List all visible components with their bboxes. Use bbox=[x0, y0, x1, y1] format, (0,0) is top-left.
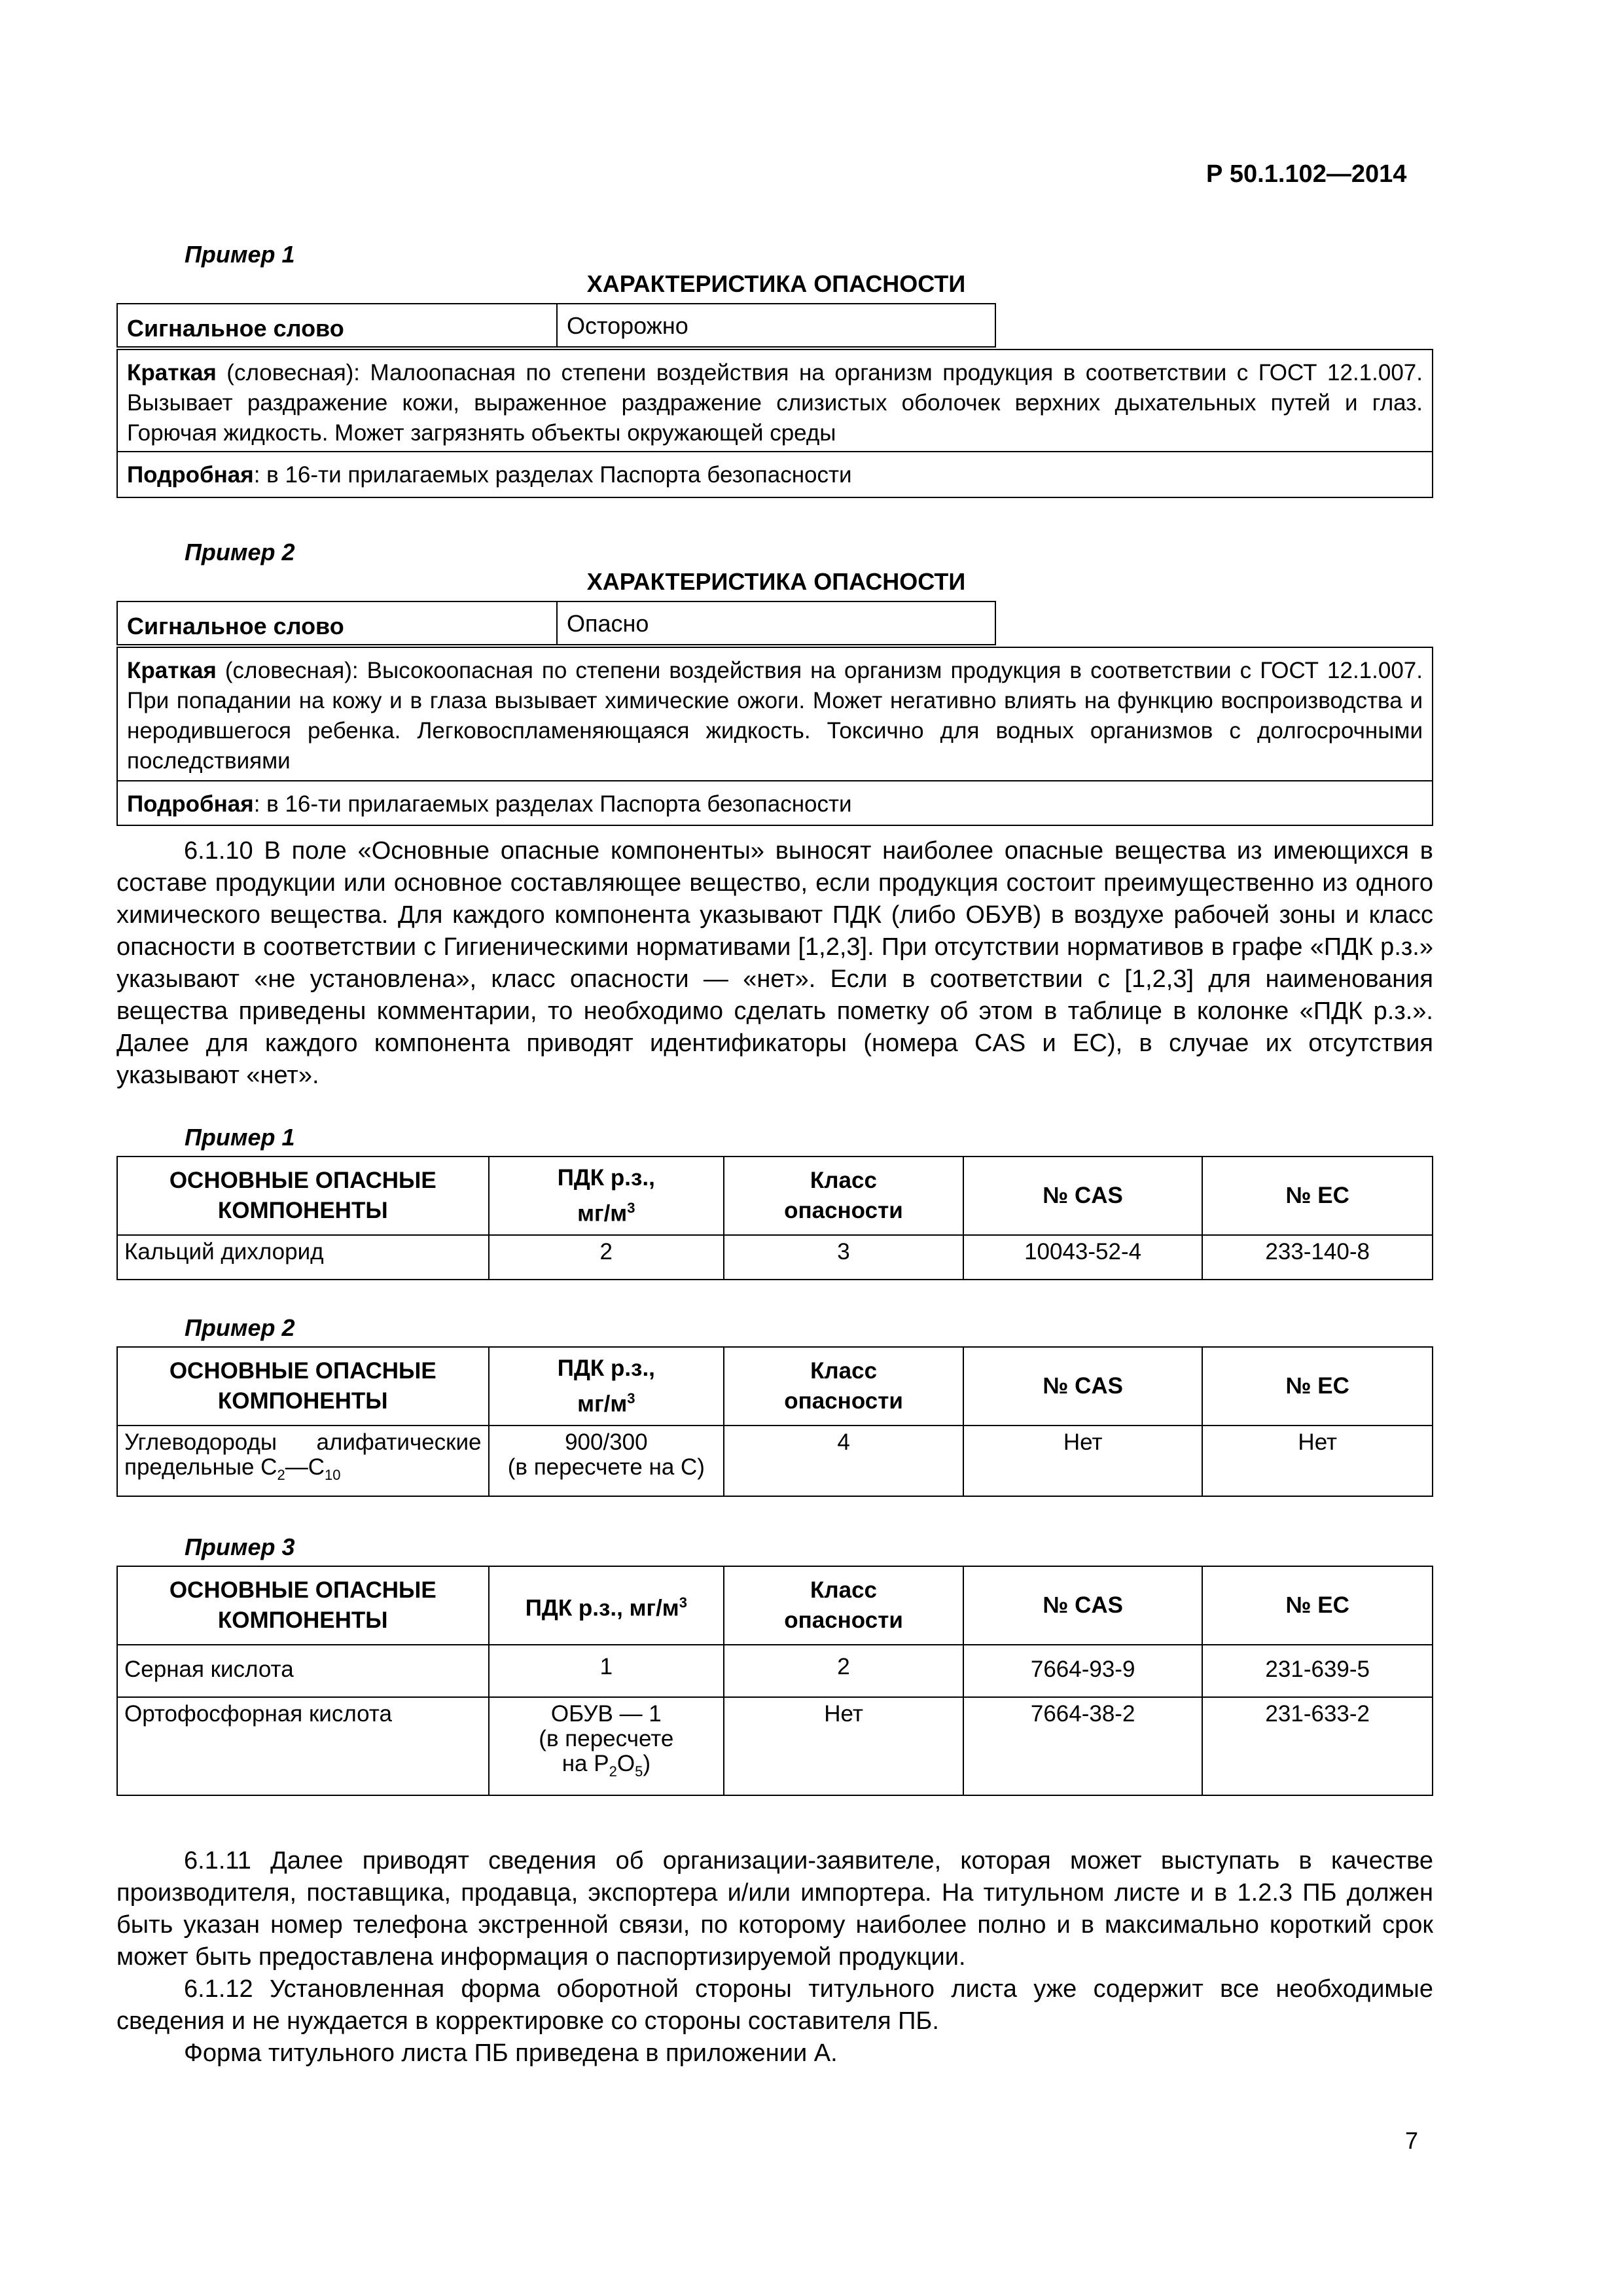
paragraph-6-1-12: 6.1.12 Установленная форма оборотной стороны титульного листа уже содержит все необходимые сведения и не нуждается в корректировке со стороны составителя ПБ. bbox=[116, 1975, 1433, 2035]
table-row bbox=[117, 1697, 1433, 1795]
detailed-label: Подробная bbox=[127, 791, 254, 817]
header-components: ОСНОВНЫЕ ОПАСНЫЕ КОМПОНЕНТЫ bbox=[117, 1157, 489, 1235]
header-ec: № EC bbox=[1202, 1347, 1433, 1426]
header-hazard-class: Класс опасности bbox=[724, 1157, 963, 1235]
hazard-example-1-signal-row bbox=[116, 303, 996, 348]
components-table-1 bbox=[116, 1156, 1433, 1280]
cell-class: Нет bbox=[724, 1697, 963, 1795]
signal-word-value: Осторожно bbox=[567, 312, 688, 339]
cell-cas: 10043-52-4 bbox=[963, 1235, 1203, 1280]
cell-ec: 231-633-2 bbox=[1202, 1697, 1433, 1795]
hazard-example-2-title: ХАРАКТЕРИСТИКА ОПАСНОСТИ bbox=[586, 568, 966, 595]
table-row bbox=[117, 1426, 1433, 1496]
signal-word-label: Сигнальное слово bbox=[118, 602, 558, 644]
hazard-example-2-brief bbox=[116, 647, 1433, 781]
cell-ec: 231-639-5 bbox=[1202, 1645, 1433, 1697]
page-number: 7 bbox=[1405, 2127, 1419, 2154]
cell-class: 2 bbox=[724, 1645, 963, 1697]
cell-class: 4 bbox=[724, 1426, 963, 1496]
cell-component: Кальций дихлорид bbox=[117, 1235, 489, 1280]
components-example-1-label: Пример 1 bbox=[185, 1124, 295, 1151]
header-hazard-class: Класс опасности bbox=[724, 1347, 963, 1426]
hazard-example-2-label: Пример 2 bbox=[185, 539, 295, 565]
header-components: ОСНОВНЫЕ ОПАСНЫЕ КОМПОНЕНТЫ bbox=[117, 1347, 489, 1426]
hazard-example-2-detailed bbox=[116, 780, 1433, 826]
cell-class: 3 bbox=[724, 1235, 963, 1280]
brief-label: Краткая bbox=[127, 360, 217, 386]
hazard-example-2-signal-row bbox=[116, 601, 996, 645]
hazard-example-1-detailed bbox=[116, 451, 1433, 498]
signal-word-label: Сигнальное слово bbox=[118, 304, 558, 346]
cell-mac: ОБУВ — 1 (в пересчете на $P_2O_5$) bbox=[489, 1697, 724, 1795]
components-table-3 bbox=[116, 1566, 1433, 1796]
header-cas: № CAS bbox=[963, 1347, 1203, 1426]
cell-cas: 7664-38-2 bbox=[963, 1697, 1203, 1795]
hazard-example-1-label: Пример 1 bbox=[185, 241, 295, 268]
header-ec: № EC bbox=[1202, 1157, 1433, 1235]
components-example-2-label: Пример 2 bbox=[185, 1314, 295, 1341]
paragraph-6-1-10 bbox=[116, 835, 1433, 1092]
paragraph-form-reference: Форма титульного листа ПБ приведена в приложении А. bbox=[184, 2039, 838, 2067]
paragraph-6-1-11: 6.1.11 Далее приводят сведения об организации-заявителе, которая может выступать в качестве производителя, поставщика, продавца, экспортера и/или импортера. На титульном листе и в 1.2.3 ПБ должен быть указан номер телефона экстренной связи, по которому наиболее полно и в максимально короткий срок может быть предоставлена информация о паспортизируемой продукции. bbox=[116, 1847, 1433, 1971]
brief-text: (словесная): Малоопасная по степени воздействия на организм продукция в соответствии с ГОСТ 12.1.007. Вызывает раздражение кожи, выраженное раздражение слизистых оболочек верхних дыхательных путей и глаз. Горючая жидкость. Может загрязнять объекты окружающей среды bbox=[127, 360, 1423, 446]
header-ec: № EC bbox=[1202, 1566, 1433, 1645]
components-table-2 bbox=[116, 1346, 1433, 1497]
cell-mac: 2 bbox=[489, 1235, 724, 1280]
cell-component: Углеводороды алифатические предельные $C_2—C_{10}$ bbox=[117, 1426, 489, 1496]
paragraph-text: 6.1.10 В поле «Основные опасные компоненты» выносят наиболее опасные вещества из имеющихся в составе продукции или основное составляющее вещество, если продукция состоит преимущественно из одного химического вещества. Для каждого компонента указывают ПДК (либо ОБУВ) в воздухе рабочей зоны и класс опасности в соответствии с Гигиеническими нормативами [1,2,3]. При отсутствии нормативов в графе «ПДК р.з.» указывают «не установлена», класс опасности — «нет». Если в соответствии с [1,2,3] для наименования вещества приведены комментарии, то необходимо сделать пометку об этом в таблице в колонке «ПДК р.з.». Далее для каждого компонента приводят идентификаторы (номера CAS и EC), в случае их отсутствия указывают «нет». bbox=[116, 837, 1433, 1089]
header-cas: № CAS bbox=[963, 1566, 1203, 1645]
cell-mac: 900/300 (в пересчете на С) bbox=[489, 1426, 724, 1496]
cell-ec: Нет bbox=[1202, 1426, 1433, 1496]
components-example-3-label: Пример 3 bbox=[185, 1534, 295, 1560]
table-row bbox=[117, 1235, 1433, 1280]
header-components: ОСНОВНЫЕ ОПАСНЫЕ КОМПОНЕНТЫ bbox=[117, 1566, 489, 1645]
cell-component: Серная кислота bbox=[117, 1645, 489, 1697]
table-row bbox=[117, 1645, 1433, 1697]
brief-label: Краткая bbox=[127, 658, 217, 683]
cell-cas: 7664-93-9 bbox=[963, 1645, 1203, 1697]
cell-ec: 233-140-8 bbox=[1202, 1235, 1433, 1280]
cell-cas: Нет bbox=[963, 1426, 1203, 1496]
header-cas: № CAS bbox=[963, 1157, 1203, 1235]
detailed-text: : в 16-ти прилагаемых разделах Паспорта безопасности bbox=[253, 791, 852, 817]
header-mac: ПДК р.з., $мг/м^3$ bbox=[489, 1566, 724, 1645]
detailed-text: : в 16-ти прилагаемых разделах Паспорта безопасности bbox=[253, 462, 852, 488]
standard-designation: Р 50.1.102—2014 bbox=[1206, 160, 1407, 188]
header-mac: ПДК р.з., $мг/м^3$ bbox=[489, 1157, 724, 1235]
signal-word-value: Опасно bbox=[567, 610, 649, 637]
header-mac: ПДК р.з., $мг/м^3$ bbox=[489, 1347, 724, 1426]
closing-paragraphs bbox=[116, 1845, 1433, 2070]
header-hazard-class: Класс опасности bbox=[724, 1566, 963, 1645]
cell-mac: 1 bbox=[489, 1645, 724, 1697]
cell-component: Ортофосфорная кислота bbox=[117, 1697, 489, 1795]
brief-text: (словесная): Высокоопасная по степени воздействия на организм продукция в соответствии с ГОСТ 12.1.007. При попадании на кожу и в глаза вызывает химические ожоги. Может негативно влиять на функцию воспроизводства и неродившегося ребенка. Легковоспламеняющаяся жидкость. Токсично для водных организмов с долгосрочными последствиями bbox=[127, 658, 1423, 774]
detailed-label: Подробная bbox=[127, 462, 254, 488]
hazard-example-1-brief bbox=[116, 349, 1433, 452]
hazard-example-1-title: ХАРАКТЕРИСТИКА ОПАСНОСТИ bbox=[586, 270, 966, 297]
